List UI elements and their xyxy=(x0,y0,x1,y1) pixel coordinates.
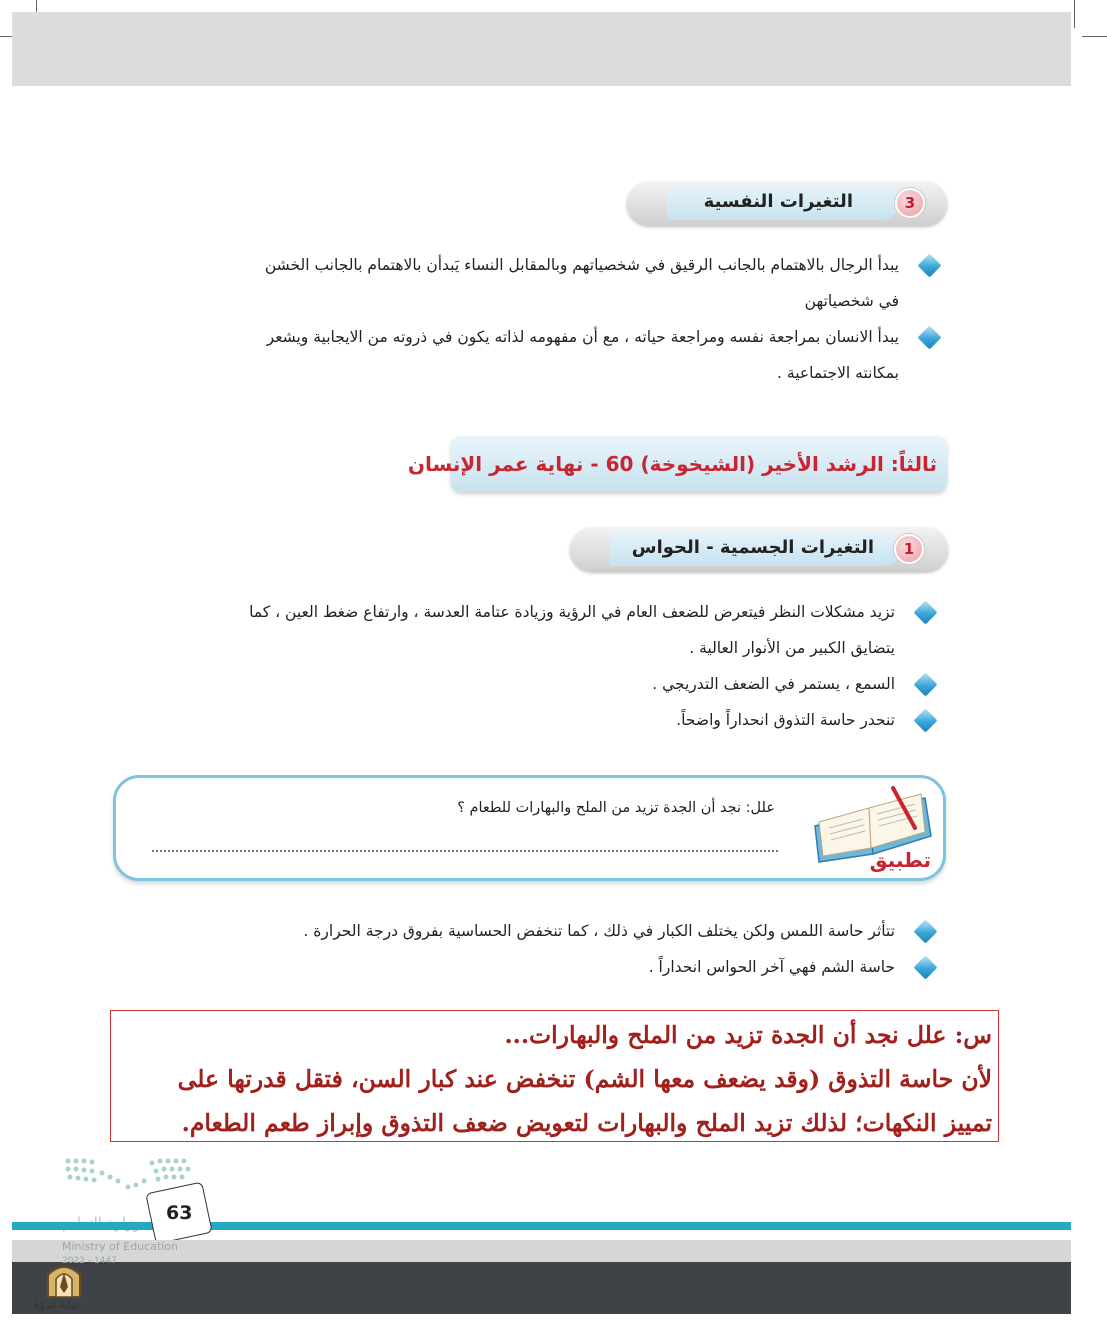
diamond-bullet-icon xyxy=(913,672,937,696)
diamond-bullet-icon xyxy=(917,253,941,277)
diamond-bullet-icon xyxy=(913,600,937,624)
ministry-name-english: Ministry of Education xyxy=(62,1240,179,1253)
section-heading-psychological xyxy=(627,181,947,225)
answer-question-line xyxy=(125,1013,992,1057)
ministry-year: 2022 - 1447 xyxy=(62,1256,117,1266)
bullet-text: تنحدر حاسة التذوق انحداراً واضحاً. xyxy=(676,711,895,729)
section-title: التغيرات النفسية xyxy=(703,191,853,212)
list-item xyxy=(110,594,939,666)
bullet-text: في شخصياتهن xyxy=(804,292,899,310)
page-number: 63 xyxy=(165,1202,193,1225)
bullet-text: السمع ، يستمر في الضعف التدريجي . xyxy=(652,675,895,693)
crop-mark xyxy=(1082,36,1107,37)
list-item xyxy=(110,949,939,985)
diamond-bullet-icon xyxy=(913,708,937,732)
diamond-bullet-icon xyxy=(913,919,937,943)
section-number-badge: 3 xyxy=(895,188,925,218)
list-item xyxy=(110,702,939,738)
bullet-text: تتأثر حاسة اللمس ولكن يختلف الكبار في ذلك ، كما تنخفض الحساسية بفروق درجة الحرارة . xyxy=(303,922,895,940)
answer-dotted-line[interactable] xyxy=(152,850,778,852)
bullet-text: تزيد مشكلات النظر فيتعرض للضعف العام في الرؤية وزيادة عتامة العدسة ، وارتفاع ضغط العين ، كما xyxy=(249,603,895,621)
bullet-text: يبدأ الرجال بالاهتمام بالجانب الرقيق في شخصياتهم وبالمقابل النساء يَبدأن بالاهتمام بالجانب الخشن xyxy=(264,256,899,274)
footer-dark-bar xyxy=(12,1262,1071,1314)
answer-line: لأن حاسة التذوق (وقد يضعف معها الشم) تنخفض عند كبار السن، فتقل قدرتها على xyxy=(177,1065,992,1093)
bullet-list-physical xyxy=(110,594,939,738)
bullet-text: بمكانته الاجتماعية . xyxy=(777,364,899,382)
answer-box xyxy=(110,1010,999,1142)
diamond-bullet-icon xyxy=(913,955,937,979)
apply-question: علل: نجد أن الجدة تزيد من الملح والبهارات للطعام ؟ xyxy=(457,800,775,816)
page-header-band xyxy=(12,12,1071,86)
apply-label: تطبيق xyxy=(869,848,931,872)
apply-exercise-box xyxy=(113,775,946,881)
answer-question-text: علل نجد أن الجدة تزيد من الملح والبهارات... xyxy=(504,1021,955,1049)
list-item xyxy=(110,913,939,949)
answer-question-prefix: س: xyxy=(954,1021,992,1049)
bullet-text: حاسة الشم فهي آخر الحواس انحداراً . xyxy=(648,958,895,976)
section-title: التغيرات الجسمية - الحواس xyxy=(631,537,874,558)
bullet-text: يتضايق الكبير من الأنوار العالية . xyxy=(689,639,895,657)
page-number-box xyxy=(145,1182,213,1245)
bullet-text: يبدأ الانسان بمراجعة نفسه ومراجعة حياته ، مع أن مفهومه لذاته يكون في ذروته من الايجابية ويشعر xyxy=(266,328,899,346)
list-item xyxy=(110,666,939,702)
section-heading-physical xyxy=(570,527,948,571)
stage-title: ثالثاً: الرشد الأخير (الشيخوخة) 60 - نهاية عمر الإنسان xyxy=(407,452,937,476)
diamond-bullet-icon xyxy=(917,325,941,349)
portal-logo-icon xyxy=(42,1257,86,1301)
bullet-list-senses xyxy=(110,913,939,985)
list-item xyxy=(110,319,943,391)
list-item xyxy=(110,247,943,319)
section-number-badge: 1 xyxy=(894,534,924,564)
stage-banner xyxy=(407,436,947,492)
answer-line: تمييز النكهات؛ لذلك تزيد الملح والبهارات لتعويض ضعف التذوق وإبراز طعم الطعام. xyxy=(181,1109,992,1137)
crop-mark xyxy=(1074,0,1075,28)
portal-name: بوابة الرؤيا xyxy=(34,1300,79,1311)
bullet-list-psychological xyxy=(110,247,943,391)
